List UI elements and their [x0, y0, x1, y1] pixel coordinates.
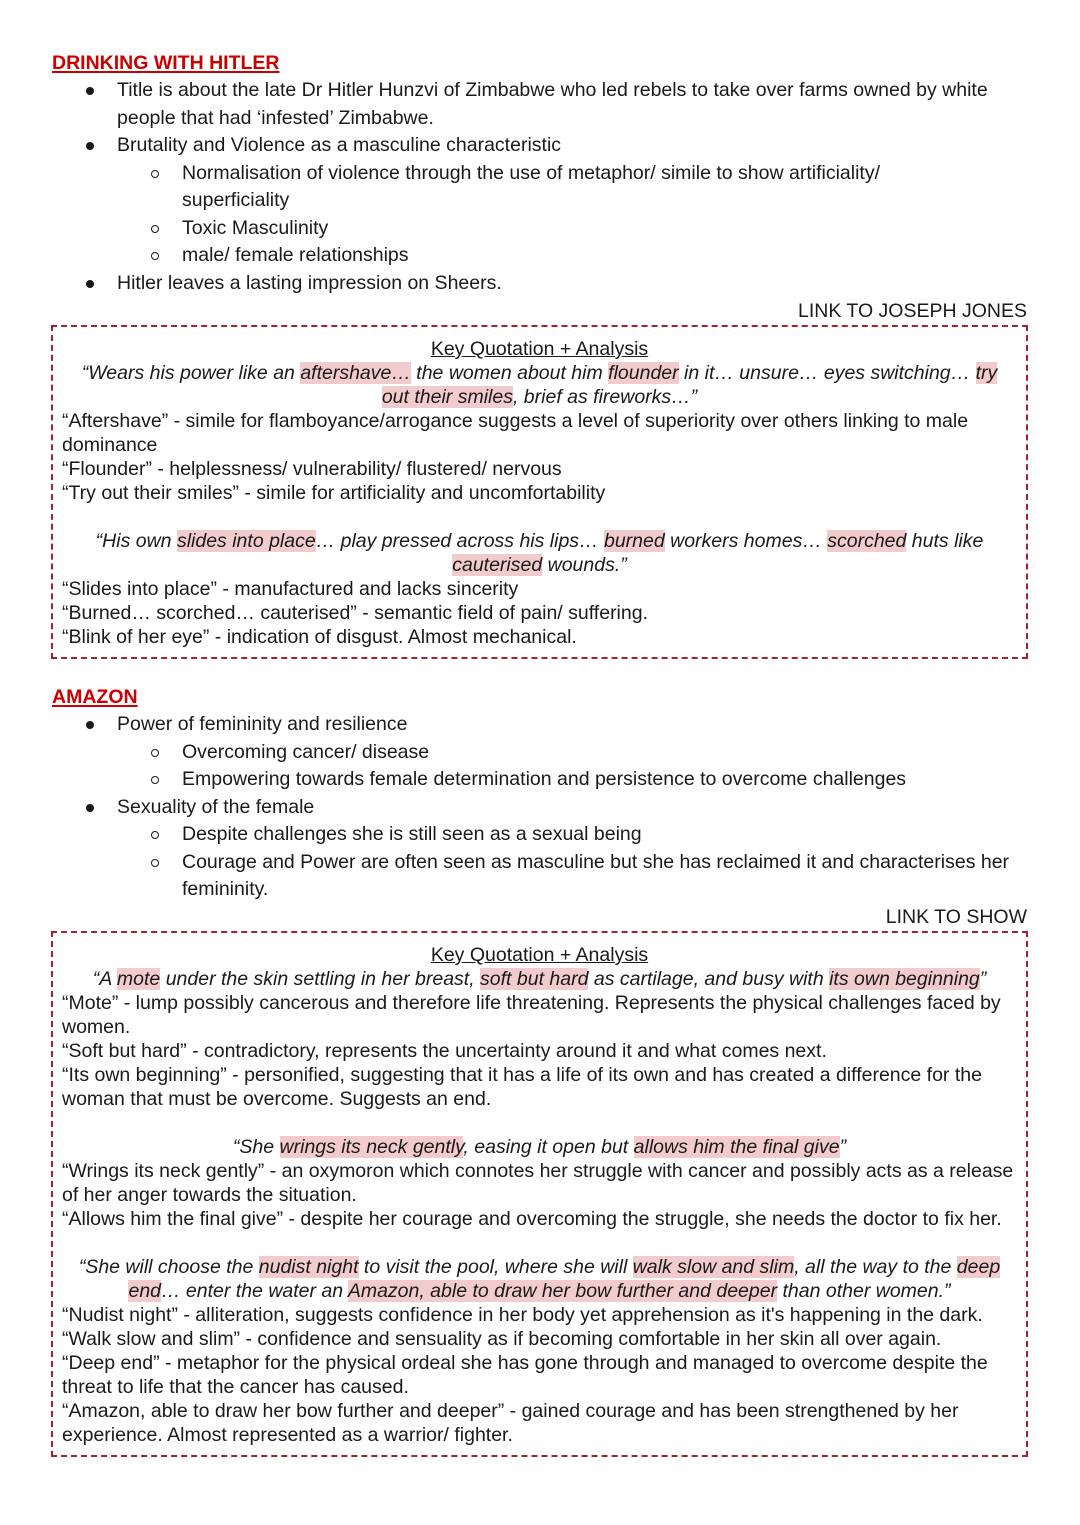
quotation-box-amazon [51, 931, 1028, 1457]
sub-bullet-item: Empowering towards female determination and persistence to overcome challenges [52, 766, 1032, 794]
key-quotation [62, 1135, 1017, 1159]
quote-text: than other women.” [777, 1280, 951, 1302]
analysis-line: “Mote” - lump possibly cancerous and therefore life threatening. Represents the physical challenges faced by women. [62, 992, 1001, 1038]
quote-text: ” [839, 1136, 847, 1158]
analysis-line: “Amazon, able to draw her bow further and deeper” - gained courage and has been strengthened by her experience. Almost represented as a warrior/ fighter. [62, 1400, 959, 1446]
quote-text: … enter the water an [161, 1280, 348, 1302]
analysis-line: “Walk slow and slim” - confidence and sensuality as if becoming comfortable in her skin all over again. [62, 1328, 942, 1350]
quote-text: under the skin settling in her breast, [160, 968, 481, 990]
sub-bullet-item: male/ female relationships [52, 242, 1032, 270]
highlighted-phrase: aftershave… [300, 362, 411, 384]
bullet-item: Brutality and Violence as a masculine characteristic [52, 132, 1032, 160]
spacer [62, 1111, 1017, 1135]
analysis-line: “Aftershave” - simile for flamboyance/arrogance suggests a level of superiority over others linking to male dominance [62, 410, 969, 456]
quote-text: , all the way to the [794, 1256, 957, 1278]
quote-text: “Wears his power like an [81, 362, 301, 384]
analysis-line: “Soft but hard” - contradictory, represents the uncertainty around it and what comes next. [62, 1040, 827, 1062]
key-quotation [62, 967, 1017, 991]
quote-text: “She [232, 1136, 280, 1158]
quote-text: in it… unsure… eyes switching… [678, 362, 976, 384]
section-title-amazon: AMAZON [52, 686, 138, 708]
analysis-line: “Its own beginning” - personified, suggesting that it has a life of its own and has created a difference for the woman that must be overcome. Suggests an end. [62, 1064, 982, 1110]
quote-text: ” [979, 968, 987, 990]
quote-text: huts like [906, 530, 984, 552]
highlighted-phrase: nudist night [258, 1256, 359, 1278]
bullet-item: Power of femininity and resilience [52, 711, 1032, 739]
quote-text: as cartilage, and busy with [588, 968, 830, 990]
spacer [62, 505, 1017, 529]
spacer [62, 1231, 1017, 1255]
highlighted-phrase: wrings its neck gently [279, 1136, 464, 1158]
analysis-line: “Wrings its neck gently” - an oxymoron which connotes her struggle with cancer and possibly acts as a release of her anger towards the situation. [62, 1160, 1014, 1206]
quotation-box-hitler [51, 325, 1028, 659]
key-quotation [62, 529, 1017, 577]
link-label-joseph-jones: LINK TO JOSEPH JONES [797, 300, 1027, 322]
key-quotation [62, 1255, 1017, 1303]
analysis-line: “Slides into place” - manufactured and lacks sincerity [62, 578, 519, 600]
highlighted-phrase: deep end [128, 1256, 1001, 1302]
bullet-item: Title is about the late Dr Hitler Hunzvi of Zimbabwe who led rebels to take over farms owned by white people that had ‘infested’ Zimbabwe. [52, 77, 1032, 132]
highlighted-phrase: mote [116, 968, 161, 990]
link-label-show: LINK TO SHOW [885, 906, 1027, 928]
highlighted-phrase: allows him the final give [633, 1136, 840, 1158]
highlighted-phrase: Amazon, able to draw her bow further and deeper [347, 1280, 778, 1302]
sub-bullet-item: Toxic Masculinity [52, 215, 1032, 243]
quote-text: … play pressed across his lips… [315, 530, 604, 552]
analysis-line: “Burned… scorched… cauterised” - semantic field of pain/ suffering. [62, 602, 648, 624]
quote-text: workers homes… [664, 530, 828, 552]
box-heading: Key Quotation + Analysis [430, 944, 649, 966]
quote-text: “His own [95, 530, 177, 552]
sub-bullet-item: Despite challenges she is still seen as a sexual being [52, 821, 1032, 849]
bullet-item: Hitler leaves a lasting impression on Sheers. [52, 270, 1032, 298]
quote-text: , easing it open but [463, 1136, 634, 1158]
analysis-line: “Try out their smiles” - simile for artificiality and uncomfortability [62, 482, 606, 504]
analysis-line: “Flounder” - helplessness/ vulnerability/ flustered/ nervous [62, 458, 562, 480]
bullet-item: Sexuality of the female [52, 794, 1032, 822]
box-heading: Key Quotation + Analysis [430, 338, 649, 360]
key-quotation [62, 361, 1017, 409]
highlighted-phrase: its own beginning [829, 968, 980, 990]
analysis-line: “Nudist night” - alliteration, suggests confidence in her body yet apprehension as it's happening in the dark. [62, 1304, 983, 1326]
highlighted-phrase: burned [603, 530, 665, 552]
highlighted-phrase: walk slow and slim [632, 1256, 795, 1278]
bullet-list-hitler [52, 77, 1032, 297]
sub-bullet-item: Normalisation of violence through the use of metaphor/ simile to show artificiality/ superficiality [52, 160, 1032, 215]
analysis-line: “Allows him the final give” - despite her courage and overcoming the struggle, she needs the doctor to fix her. [62, 1208, 1002, 1230]
quote-text: to visit the pool, where she will [358, 1256, 633, 1278]
highlighted-phrase: flounder [608, 362, 679, 384]
highlighted-phrase: slides into place [176, 530, 316, 552]
quote-text: the women about him [410, 362, 609, 384]
quote-text: , brief as fireworks…” [512, 386, 698, 408]
sub-bullet-item: Overcoming cancer/ disease [52, 739, 1032, 767]
highlighted-phrase: scorched [827, 530, 907, 552]
bullet-list-amazon [52, 711, 1032, 904]
analysis-line: “Deep end” - metaphor for the physical ordeal she has gone through and managed to overcome despite the threat to life that the cancer has caused. [62, 1352, 988, 1398]
highlighted-phrase: try out their smiles [381, 362, 998, 408]
quote-text: “A [92, 968, 117, 990]
quote-text: “She will choose the [78, 1256, 259, 1278]
section-title-drinking-with-hitler: DRINKING WITH HITLER [52, 52, 280, 74]
sub-bullet-item: Courage and Power are often seen as masculine but she has reclaimed it and characterises her femininity. [52, 849, 1032, 904]
analysis-line: “Blink of her eye” - indication of disgust. Almost mechanical. [62, 626, 577, 648]
highlighted-phrase: cauterised [452, 554, 543, 576]
quote-text: wounds.” [542, 554, 627, 576]
highlighted-phrase: soft but hard [480, 968, 589, 990]
